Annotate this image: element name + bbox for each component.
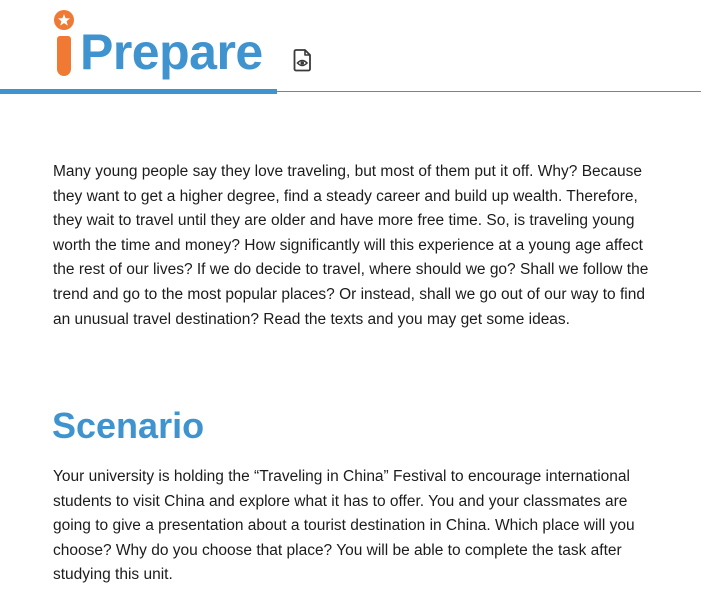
star-dot-icon: [54, 10, 74, 30]
intro-paragraph: Many young people say they love traveling, but most of them put it off. Why? Because they want to get a higher degree, find a steady career and build up wealth. Therefore, they wait to travel until they are older and have more free time. So, is traveling young worth the time and money? How significantly will this experience at a young age affect the rest of our lives? If we do decide to travel, where should we go? Shall we follow the trend and go to the most popular places? Or instead, shall we go out of our way to find an unusual travel destination? Read the texts and you may get some ideas.: [53, 163, 649, 328]
logo-word: Prepare: [80, 24, 263, 80]
page-header: [0, 0, 701, 100]
document-preview-icon[interactable]: [292, 48, 314, 72]
logo-i-stem: [57, 36, 71, 76]
header-divider-accent: [0, 89, 277, 94]
scenario-paragraph: Your university is holding the “Traveling in China” Festival to encourage international students to visit China and explore what it has to offer. You and your classmates are going to give a presentation about a tourist destination in China. Which place will you choose? Why do you choose that place? You will be able to complete the task after studying this unit.: [53, 468, 635, 584]
scenario-heading: Scenario: [52, 405, 205, 446]
logo-i-mark: [52, 4, 82, 84]
